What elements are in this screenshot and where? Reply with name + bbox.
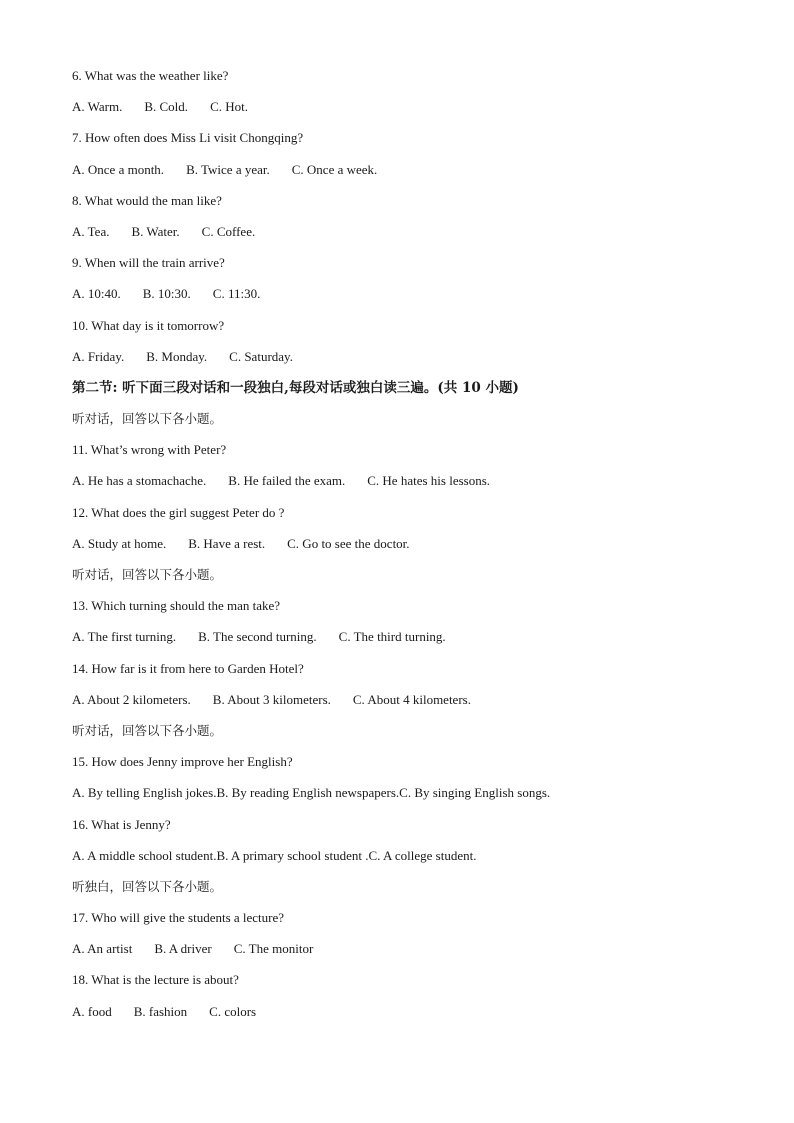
answer-option: B. By reading English newspapers. (216, 785, 400, 801)
question-text: 13. Which turning should the man take? (72, 598, 281, 614)
answer-option: C. The third turning. (338, 629, 446, 645)
answer-option: C. Once a week. (291, 161, 378, 177)
section-instruction: 听对话，回答以下各小题。 (72, 411, 223, 427)
answer-option: A. 10:40. (72, 286, 121, 302)
answer-option: B. Twice a year. (186, 161, 270, 177)
section-instruction: 听对话，回答以下各小题。 (72, 722, 223, 738)
answer-options (72, 1000, 752, 1031)
answer-option: B. fashion (133, 1003, 188, 1019)
answer-option: B. About 3 kilometers. (212, 691, 331, 707)
answer-options (72, 469, 752, 500)
question-text: 14. How far is it from here to Garden Hotel? (72, 660, 304, 676)
question-text: 18. What is the lecture is about? (72, 972, 239, 988)
section-instruction: 听独白，回答以下各小题。 (72, 878, 223, 894)
answer-option: C. Coffee. (201, 223, 256, 239)
answer-option: C. Go to see the doctor. (287, 535, 410, 551)
answer-options (72, 532, 752, 563)
question-text: 15. How does Jenny improve her English? (72, 754, 293, 770)
question-text: 7. How often does Miss Li visit Chongqing? (72, 130, 304, 146)
question-text: 12. What does the girl suggest Peter do ? (72, 504, 285, 520)
answer-options (72, 95, 752, 126)
answer-option: A. food (72, 1003, 112, 1019)
answer-option: C. 11:30. (212, 286, 261, 302)
answer-option: C. He hates his lessons. (367, 473, 491, 489)
answer-option: C. A college student. (368, 847, 477, 863)
section-instruction: 听对话，回答以下各小题。 (72, 567, 223, 582)
answer-options (72, 937, 752, 968)
answer-option: A. Friday. (72, 348, 125, 364)
answer-options (72, 345, 752, 376)
answer-option: A. Tea. (72, 223, 110, 239)
answer-option: B. 10:30. (142, 286, 191, 302)
answer-option: C. Hot. (210, 99, 248, 115)
section-heading: 第二节: 听下面三段对话和一段独白,每段对话或独白读三遍。(共 10 小题) (72, 379, 519, 396)
answer-options (72, 625, 752, 656)
answer-option: A. By telling English jokes. (72, 785, 217, 801)
answer-option: C. Saturday. (229, 348, 293, 364)
answer-option: A. Once a month. (72, 161, 165, 177)
answer-option: C. By singing English songs. (399, 785, 551, 801)
answer-option: B. Water. (131, 223, 180, 239)
answer-option: B. Monday. (146, 348, 208, 364)
answer-option: C. colors (209, 1003, 257, 1019)
answer-options (72, 844, 752, 875)
answer-option: B. Have a rest. (188, 535, 266, 551)
answer-option: A. Study at home. (72, 535, 167, 551)
answer-option: A. The first turning. (72, 629, 177, 645)
answer-option: A. Warm. (72, 99, 123, 115)
answer-option: A. About 2 kilometers. (72, 691, 191, 707)
question-text: 11. What’s wrong with Peter? (72, 442, 227, 458)
answer-options (72, 282, 752, 313)
answer-options (72, 158, 752, 189)
answer-option: C. The monitor (233, 941, 314, 957)
answer-option: A. An artist (72, 941, 133, 957)
answer-option: C. About 4 kilometers. (352, 691, 471, 707)
question-text: 16. What is Jenny? (72, 816, 171, 832)
answer-option: B. A driver (154, 941, 212, 957)
answer-options (72, 781, 752, 812)
answer-options (72, 688, 752, 719)
answer-option: B. Cold. (144, 99, 189, 115)
answer-options (72, 220, 752, 251)
question-text: 10. What day is it tomorrow? (72, 317, 225, 333)
answer-option: B. A primary school student . (216, 847, 369, 863)
question-text: 17. Who will give the students a lecture? (72, 910, 285, 926)
answer-option: A. A middle school student. (72, 847, 217, 863)
answer-option: B. The second turning. (198, 629, 317, 645)
question-text: 6. What was the weather like? (72, 68, 229, 83)
listening-questions (72, 64, 752, 1031)
answer-option: B. He failed the exam. (228, 473, 346, 489)
question-text: 9. When will the train arrive? (72, 255, 225, 271)
answer-option: A. He has a stomachache. (72, 473, 207, 489)
question-text: 8. What would the man like? (72, 192, 222, 208)
